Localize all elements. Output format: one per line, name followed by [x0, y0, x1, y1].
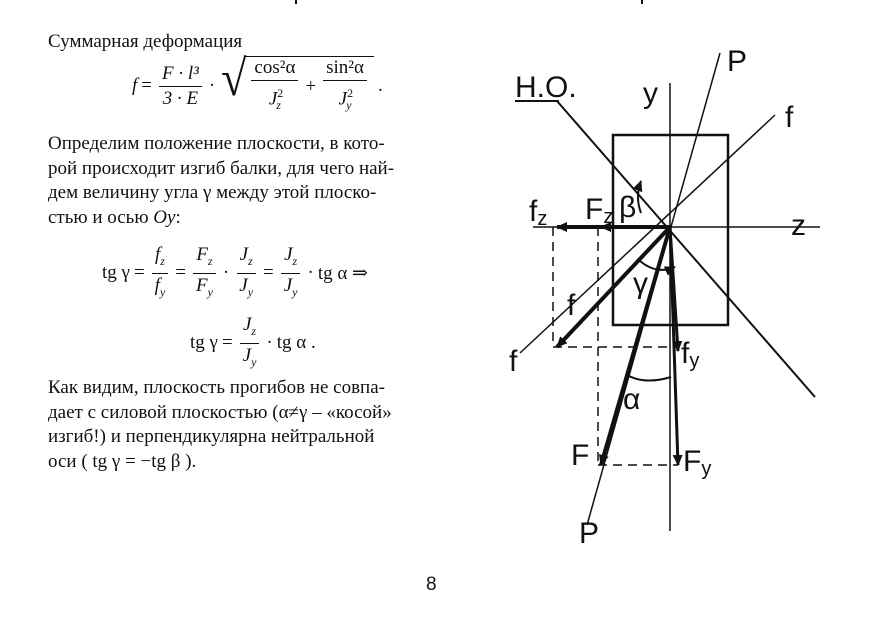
heading-text [48, 30, 480, 55]
deflection-plane-left-label: f [509, 345, 518, 378]
page-number: 8 [426, 574, 437, 595]
heading-sum-deformation: Суммарная деформация [48, 31, 243, 52]
p3-line3: изгиб!) и перпендикулярна нейтральной [48, 426, 375, 447]
formula1-numerator: F · l³ [159, 63, 202, 87]
formula2-tail: tg α ⇒ [317, 262, 368, 284]
formula1-term1-num: cos²α [251, 57, 298, 81]
beta-label: β [619, 191, 637, 224]
formula2-frac1: $\frac{f_z}{f_y}$ [152, 244, 169, 303]
formula2-frac2: $\frac{F_z}{F_y}$ [193, 244, 216, 303]
f-inner-label: f [567, 289, 576, 322]
force-plane-top-label: P [727, 45, 748, 78]
sqrt-sign-icon: √ [221, 49, 247, 106]
p2-line4: стью и осью Oy: [48, 206, 181, 228]
formula1-term2 [323, 57, 367, 116]
formula1-term2-den: $J^2_y$ [338, 86, 354, 113]
top-cut-marks [290, 0, 690, 10]
formula1-fraction [159, 63, 202, 110]
p3-line2: дает с силовой плоскостью (α≠γ – «косой» [48, 401, 392, 423]
Fz-label: Fz [585, 193, 614, 228]
formula1-lhs: f [132, 75, 138, 97]
angle-alpha-arc [627, 375, 671, 381]
paragraph-conclusion [48, 376, 480, 474]
formula3-tail: tg α . [276, 332, 316, 354]
p2-line2: рой происходит изгиб балки, для чего най- [48, 157, 395, 179]
formula2-frac3: $\frac{J_z}{J_y}$ [236, 244, 256, 303]
formula1-end: . [377, 75, 383, 97]
formula1-eq: = [141, 75, 152, 97]
y-axis-label: y [643, 77, 658, 110]
p2-line1: Определим положение плоскости, в кото- [48, 133, 385, 154]
F-label: F [571, 439, 590, 472]
formula1-denominator: 3 · E [162, 87, 199, 109]
fz-label: fz [529, 195, 548, 230]
alpha-label: α [623, 383, 641, 416]
formula-tan-gamma-derivation: tg γ = $\frac{f_z}{f_y}$ = $\frac{F_z}{F_y}$ · $\frac{J_z}{J_y}$ = $\frac{J_z}{J_y}$ · tg α ⇒ [102, 244, 368, 303]
p3-line1: Как видим, плоскость прогибов не совпа- [48, 377, 385, 398]
formula3-frac: $\frac{J_z}{J_y}$ [240, 314, 260, 373]
formula2-lhs: tg γ [102, 262, 130, 284]
p2-line3: дем величину угла γ между этой плоско- [48, 182, 377, 203]
formula-tan-gamma-result: tg γ = $\frac{J_z}{J_y}$ · tg α . [190, 314, 316, 373]
fy-label: fy [681, 337, 700, 372]
deflection-plane-top-label: f [785, 101, 794, 134]
formula3-lhs: tg γ [190, 332, 218, 354]
formula1-radicand [244, 56, 374, 116]
force-plane-bottom-label: P [579, 517, 600, 550]
formula1-dot: · [208, 75, 216, 97]
Fy-label: Fy [683, 445, 712, 480]
deflection-plane-line [520, 115, 775, 353]
formula1-plus: + [305, 75, 317, 97]
p3-line4: оси ( tg γ = −tg β ). [48, 450, 197, 472]
paragraph-plane-position [48, 132, 480, 230]
formula2-frac4: $\frac{J_z}{J_y}$ [281, 244, 301, 303]
oblique-bending-diagram [495, 35, 835, 560]
formula1-term1-den: $J^2_z$ [268, 86, 284, 113]
formula1-sqrt [221, 49, 374, 116]
neutral-axis-label: Н.О. [515, 71, 577, 104]
formula1-term2-num: sin²α [323, 57, 367, 81]
z-axis-label: z [791, 209, 806, 242]
formula-total-deflection [132, 49, 387, 116]
gamma-label: γ [633, 267, 648, 300]
formula1-term1 [251, 57, 298, 116]
